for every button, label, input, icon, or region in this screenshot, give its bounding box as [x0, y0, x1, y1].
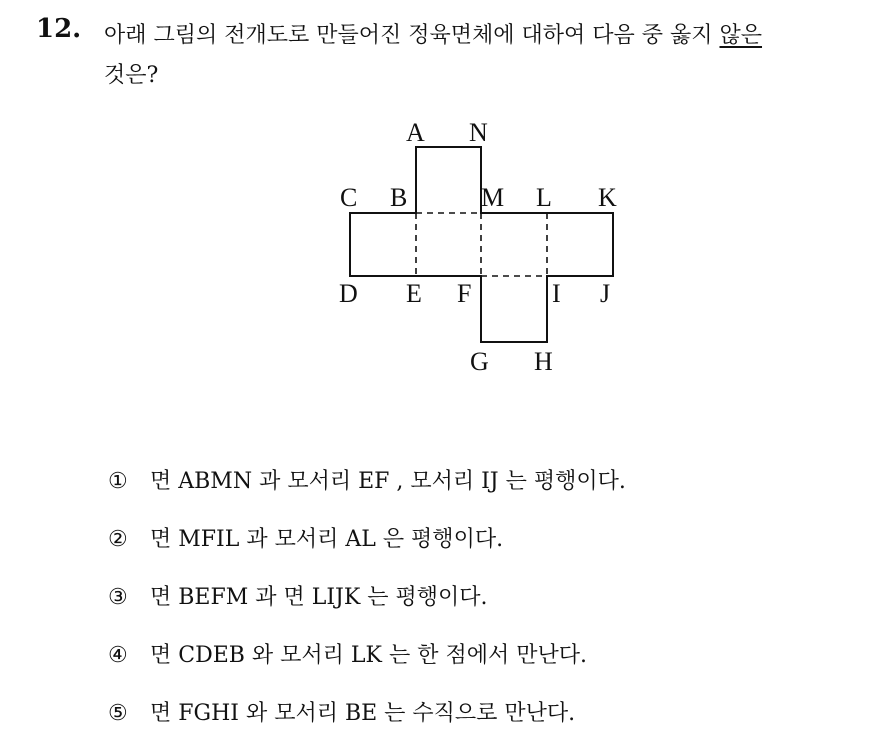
- net-outline: [350, 147, 613, 342]
- label-c: C: [340, 183, 358, 212]
- label-g: G: [470, 347, 489, 376]
- label-m: M: [481, 183, 505, 212]
- label-i: I: [552, 279, 561, 308]
- choice-1[interactable]: [108, 462, 626, 520]
- choice-3[interactable]: [108, 578, 626, 636]
- choice-3-text: 면 BEFM 과 면 LIJK 는 평행이다.: [150, 585, 488, 610]
- choice-5[interactable]: [108, 694, 626, 752]
- choice-5-mark: ⑤: [108, 701, 128, 726]
- choice-1-text: 면 ABMN 과 모서리 EF , 모서리 IJ 는 평행이다.: [150, 469, 626, 494]
- choice-4-text: 면 CDEB 와 모서리 LK 는 한 점에서 만난다.: [150, 643, 587, 668]
- choice-2-text: 면 MFIL 과 모서리 AL 은 평행이다.: [150, 527, 504, 552]
- label-b: B: [390, 183, 408, 212]
- choice-1-mark: ①: [108, 469, 128, 494]
- label-k: K: [598, 183, 617, 212]
- choice-4-mark: ④: [108, 643, 128, 668]
- question-number: 12.: [36, 14, 82, 44]
- label-j: J: [600, 279, 611, 308]
- choice-4[interactable]: [108, 636, 626, 694]
- answer-choices: [108, 462, 626, 752]
- choice-5-text: 면 FGHI 와 모서리 BE 는 수직으로 만난다.: [150, 701, 576, 726]
- stem-text-second-line: 것은?: [104, 63, 159, 88]
- label-h: H: [534, 347, 553, 376]
- label-e: E: [406, 279, 422, 308]
- choice-2[interactable]: [108, 520, 626, 578]
- choice-3-mark: ③: [108, 585, 128, 610]
- fold-lines: [416, 213, 547, 276]
- question-stem: [104, 16, 874, 96]
- label-n: N: [469, 118, 488, 147]
- stem-underlined-text: 않은: [719, 23, 763, 48]
- cube-net-figure: [330, 112, 640, 382]
- label-a: A: [406, 118, 425, 147]
- label-d: D: [339, 279, 358, 308]
- stem-text: 아래 그림의 전개도로 만들어진 정육면체에 대하여 다음 중 옳지: [104, 23, 720, 48]
- label-l: L: [536, 183, 552, 212]
- label-f: F: [457, 279, 472, 308]
- choice-2-mark: ②: [108, 527, 128, 552]
